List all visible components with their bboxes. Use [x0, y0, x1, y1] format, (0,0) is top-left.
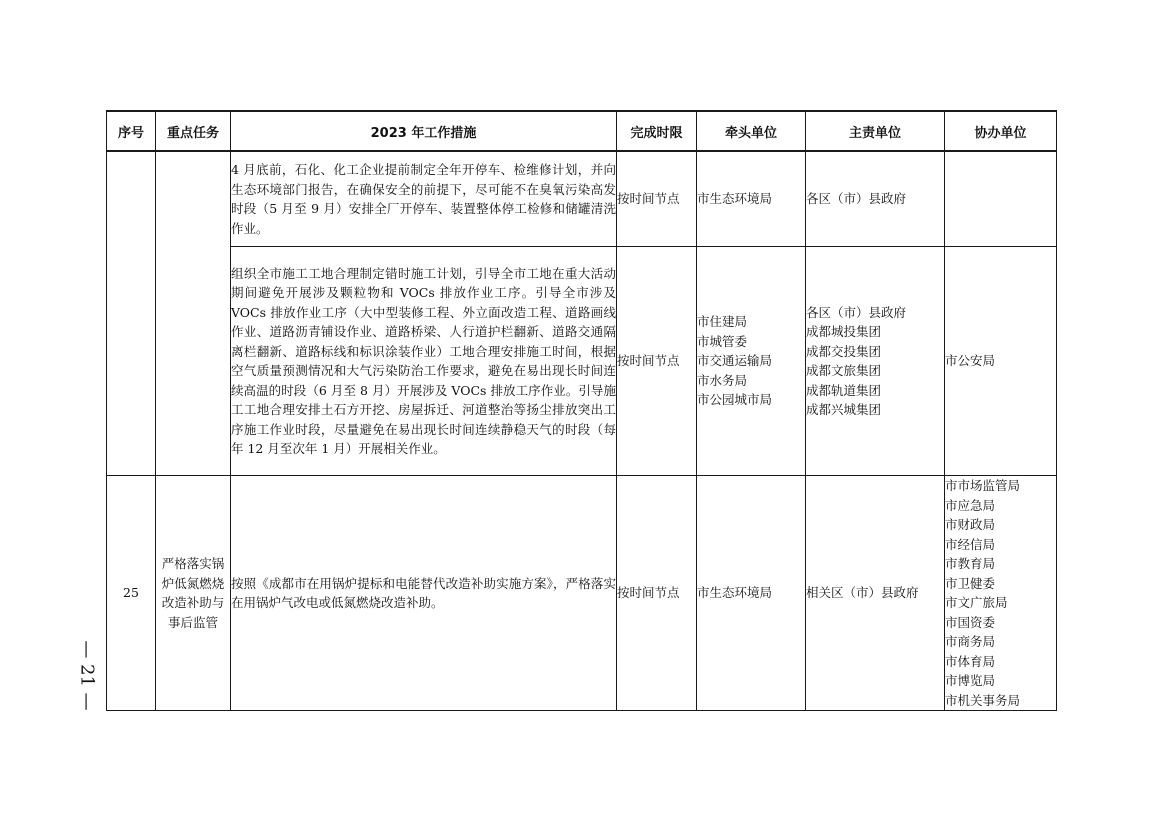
row-index: 25 [123, 585, 139, 601]
table-row [107, 476, 1057, 711]
lead-unit: 市住建局 [697, 314, 748, 330]
assist-unit: 市博览局 [945, 673, 996, 688]
row-deadline: 按时间节点 [617, 247, 697, 476]
assist-unit: 市文广旅局 [945, 595, 1008, 610]
row-responsible-units [806, 476, 945, 711]
responsible-unit: 成都城投集团 [806, 324, 882, 339]
table-header-row [107, 111, 1057, 151]
responsible-unit: 成都轨道集团 [806, 382, 882, 398]
row-task-cell [156, 476, 231, 711]
row-task-cell [156, 151, 231, 476]
row-index-cell [107, 476, 156, 711]
lead-unit: 市水务局 [697, 372, 748, 388]
page-number [76, 630, 98, 720]
row-assist-units [945, 247, 1057, 476]
row-lead-units [697, 151, 806, 247]
row-lead-units [697, 247, 806, 476]
measures-table [106, 110, 1057, 711]
assist-unit: 市商务局 [945, 634, 996, 649]
row-deadline: 按时间节点 [617, 151, 697, 247]
responsible-unit: 成都兴城集团 [806, 402, 882, 417]
row-measure: 4 月底前，石化、化工企业提前制定全年开停车、检维修计划，并向生态环境部门报告，在确保安全的前提下，尽可能不在臭氧污染高发时段（5 月至 9 月）安排全厂开停车、装置整体停工检修和储罐清洗作业。 [231, 151, 617, 247]
lead-unit: 市生态环境局 [697, 191, 773, 207]
header-task: 重点任务 [156, 111, 231, 151]
header-responsible-unit: 主责单位 [806, 111, 945, 151]
responsible-unit: 成都文旅集团 [806, 363, 882, 378]
row-task: 严格落实锅炉低氮燃烧改造补助与事后监管 [161, 556, 225, 630]
table-row [107, 151, 1057, 247]
responsible-unit: 各区（市）县政府 [806, 304, 907, 320]
header-assist-unit: 协办单位 [945, 111, 1057, 151]
responsible-unit: 成都交投集团 [806, 343, 882, 359]
assist-unit: 市体育局 [945, 653, 996, 669]
header-lead-unit: 牵头单位 [697, 111, 806, 151]
table-row [107, 247, 1057, 476]
header-index: 序号 [107, 111, 156, 151]
lead-unit: 市公园城市局 [697, 392, 773, 408]
header-measure: 2023 年工作措施 [231, 111, 617, 151]
row-deadline: 按时间节点 [617, 476, 697, 711]
assist-unit: 市经信局 [945, 536, 996, 552]
row-responsible-units [806, 247, 945, 476]
row-responsible-units [806, 151, 945, 247]
page-number-text: — 21 — [76, 639, 98, 711]
assist-unit: 市卫健委 [945, 575, 996, 591]
responsible-unit: 相关区（市）县政府 [806, 585, 919, 601]
assist-unit: 市机关事务局 [945, 692, 1021, 708]
row-assist-units [945, 476, 1057, 711]
row-measure: 组织全市施工工地合理制定错时施工计划，引导全市工地在重大活动期间避免开展涉及颗粒物和 VOCs 排放作业工序。引导全市涉及 VOCs 排放作业工序（大中型装修工程、外立面改造工程、道路画线作业、道路沥青铺设作业、道路桥梁、人行道护栏翻新、道路交通隔离栏翻新、道路标线和标识涂装作业）工地合理安排施工时间，根据空气质量预测情况和大气污染防治工作要求，避免在易出现长时间连续高温的时段（6 月至 8 月）开展涉及 VOCs 排放工序作业。引导施工工地合理安排土石方开挖、房屋拆迁、河道整治等扬尘排放突出工序施工作业时段，尽量避免在易出现长时间连续静稳天气的时段（每年 12 月至次年 1 月）开展相关作业。 [231, 247, 617, 476]
assist-unit: 市应急局 [945, 497, 996, 513]
row-lead-units [697, 476, 806, 711]
row-measure: 按照《成都市在用锅炉提标和电能替代改造补助实施方案》，严格落实在用锅炉气改电或低氮燃烧改造补助。 [231, 476, 617, 711]
row-index-cell [107, 151, 156, 476]
row-assist-units [945, 151, 1057, 247]
header-deadline: 完成时限 [617, 111, 697, 151]
lead-unit: 市城管委 [697, 333, 748, 349]
assist-unit: 市公安局 [945, 353, 996, 369]
lead-unit: 市生态环境局 [697, 585, 773, 601]
assist-unit: 市国资委 [945, 614, 996, 630]
assist-unit: 市教育局 [945, 556, 996, 571]
lead-unit: 市交通运输局 [697, 353, 773, 369]
responsible-unit: 各区（市）县政府 [806, 191, 907, 207]
assist-unit: 市市场监管局 [945, 478, 1021, 493]
assist-unit: 市财政局 [945, 517, 996, 532]
